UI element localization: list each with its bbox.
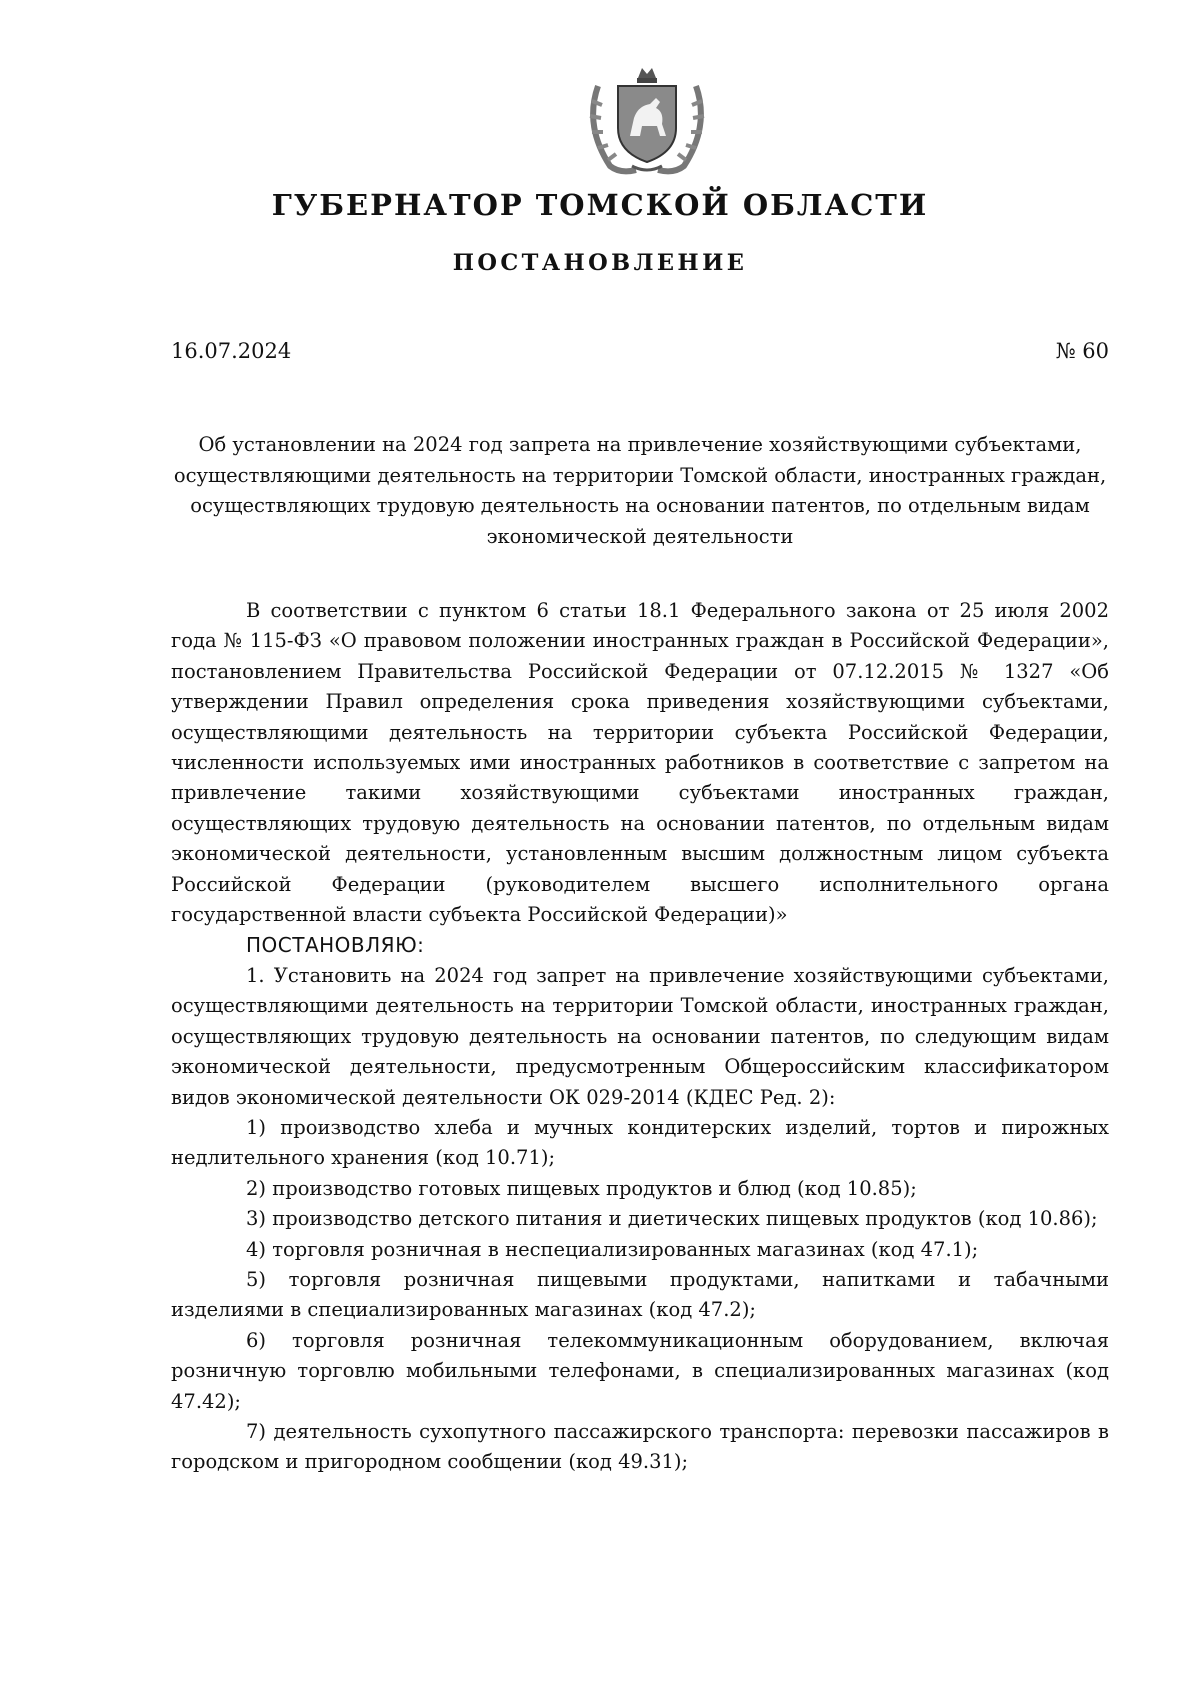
document-date: 16.07.2024 — [171, 339, 292, 363]
document-type: ПОСТАНОВЛЕНИЕ — [452, 250, 748, 276]
list-item: 5) торговля розничная пищевыми продуктами, напитками и табачными изделиями в специализированных магазинах (код 47.2); — [171, 1267, 1109, 1322]
coat-of-arms-icon — [580, 66, 714, 178]
list-item: 7) деятельность сухопутного пассажирского транспорта: перевозки пассажиров в городском и пригородном сообщении (код 49.31); — [171, 1419, 1109, 1474]
authority-title: ГУБЕРНАТОР ТОМСКОЙ ОБЛАСТИ — [271, 188, 929, 222]
list-item: 6) торговля розничная телекоммуникационным оборудованием, включая розничную торговлю мобильными телефонами, в специализированных магазинах (код 47.42); — [171, 1328, 1109, 1413]
document-body — [171, 596, 1109, 1478]
document-meta — [171, 336, 1109, 366]
preamble: В соответствии с пунктом 6 статьи 18.1 Федерального закона от 25 июля 2002 года № 115-ФЗ «О правовом положении иностранных граждан в Российской Федерации», постановлением Правительства Российской Федерации от 07.12.2015 № 1327 «Об утверждении Правил определения срока приведения хозяйствующими субъектами, осуществляющими деятельность на территории субъекта Российской Федерации, численности используемых ими иностранных работников в соответствие с запретом на привлечение такими хозяйствующими субъектами иностранных граждан, осуществляющих трудовую деятельность на основании патентов, по отдельным видам экономической деятельности, установленным высшим должностным лицом субъекта Российской Федерации (руководителем высшего исполнительного органа государственной власти субъекта Российской Федерации)» — [171, 599, 1109, 927]
decree-word: ПОСТАНОВЛЯЮ: — [246, 933, 425, 958]
list-item: 3) производство детского питания и диетических пищевых продуктов (код 10.86); — [246, 1207, 1098, 1231]
document-number: № 60 — [1055, 339, 1109, 363]
list-item: 2) производство готовых пищевых продуктов и блюд (код 10.85); — [246, 1176, 917, 1200]
list-item: 1) производство хлеба и мучных кондитерских изделий, тортов и пирожных недлительного хранения (код 10.71); — [171, 1115, 1109, 1170]
document-subject: Об установлении на 2024 год запрета на привлечение хозяйствующими субъектами, осуществляющими деятельность на территории Томской области, иностранных граждан, осуществляющих трудовую деятельность на основании патентов, по отдельным видам экономической деятельности — [173, 433, 1107, 548]
clause-1: 1. Установить на 2024 год запрет на привлечение хозяйствующими субъектами, осуществляющими деятельность на территории Томской области, иностранных граждан, осуществляющих трудовую деятельность на основании патентов, по следующим видам экономической деятельности, предусмотренным Общероссийским классификатором видов экономической деятельности ОК 029-2014 (КДЕС Ред. 2): — [171, 963, 1109, 1109]
list-item: 4) торговля розничная в неспециализированных магазинах (код 47.1); — [246, 1237, 979, 1261]
